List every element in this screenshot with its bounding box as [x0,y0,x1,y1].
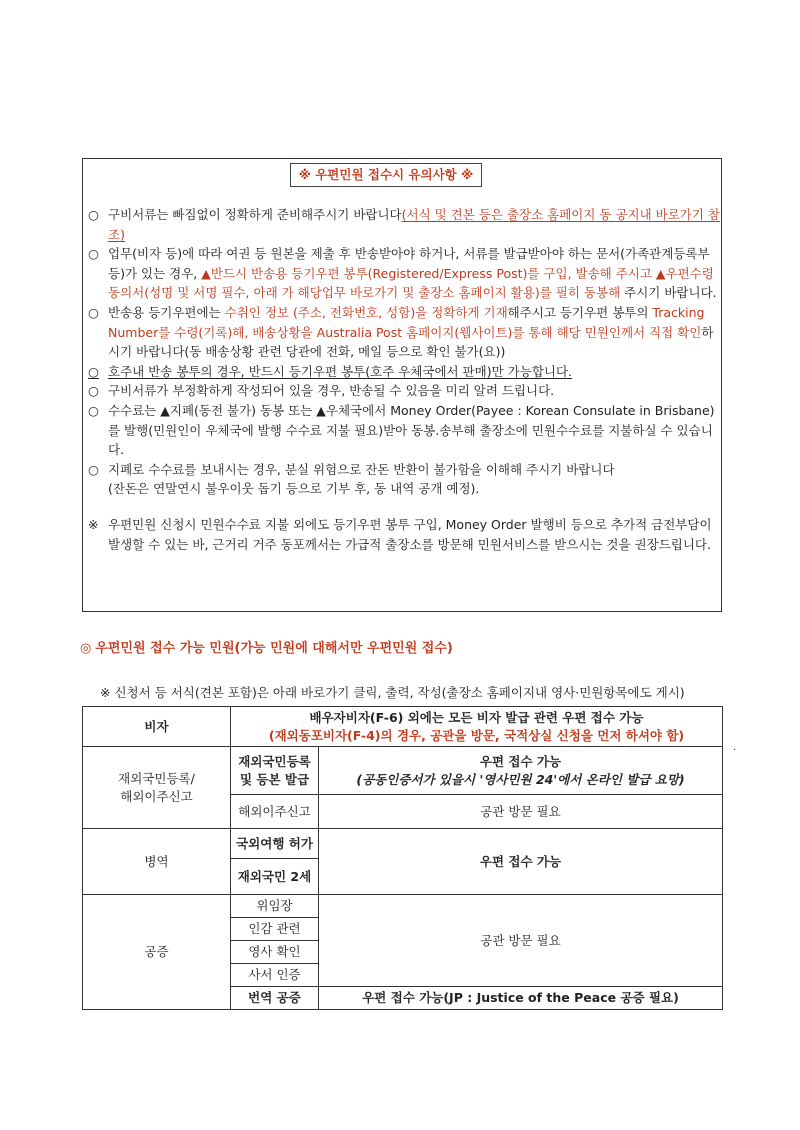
notice-item: ○ 구비서류가 부정확하게 작성되어 있을 경우, 반송될 수 있음을 미리 알려 드립니다. [88,381,720,401]
table-row [83,747,723,795]
military-status-cell: 우편 접수 가능 [319,829,723,895]
services-table [82,706,723,1010]
notary-sub-cell: 위임장 [231,895,319,918]
notice-body [88,205,720,554]
registration-status-cell: 우편 접수 가능 (공동인증서가 있을시 '영사민원 24'에서 온라인 발급 요망) [319,747,723,795]
notice-footnote: ※ 우편민원 신청시 민원수수료 지불 외에도 등기우편 봉투 구입, Money Order 발행비 등으로 추가적 금전부담이 발생할 수 있는 바, 근거리 거주 동포께서는 가급적 출장소를 방문해 민원서비스를 받으시는 것을 권장드립니다. [88,516,712,552]
notary-sub-cell: 영사 확인 [231,941,319,964]
circle-bullet-icon: ○ [88,207,99,222]
section-title: ◎ 우편민원 접수 가능 민원(가능 민원에 대해서만 우편민원 접수) [80,641,453,656]
form-note: ※ 신청서 등 서식(견본 포함)은 아래 바로가기 클릭, 출력, 작성(출장소 홈페이지내 영사·민원항목에도 게시) [100,685,685,700]
notary-category-cell: 공증 [83,895,231,1010]
circle-bullet-icon: ○ [88,363,99,379]
registration-sub-cell: 재외국민등록 및 등본 발급 [231,747,319,795]
military-sub-cell: 국외여행 허가 [231,829,319,859]
notice-item: ○ 반송용 등기우편에는 수취인 정보 (주소, 전화번호, 성함)을 정확하게 기재해주시고 등기우편 봉투의 Tracking Number를 수령(기록)해, 배송상황을 Australia Post 홈페이지(웹사이트)를 통해 해당 민원인께서 직접 확인하시기 바랍니다(동 배송상황 관련 당관에 전화, 메일 등으로 확인 불가(요)) [88,304,714,360]
notice-item: ○ 지폐로 수수료를 보내시는 경우, 분실 위험으로 잔돈 반환이 불가함을 이해해 주시기 바랍니다 (잔돈은 연말연시 불우이웃 돕기 등으로 기부 후, 동 내역 공개 예정). [88,461,615,497]
notice-title: ※ 우편민원 접수시 유의사항 ※ [290,163,482,187]
notary-sub-cell: 인감 관련 [231,918,319,941]
notary-sub-cell: 번역 공증 [231,987,319,1010]
circle-bullet-icon: ○ [88,383,99,399]
double-circle-icon: ◎ [80,641,92,656]
reference-mark-icon: ※ [88,516,99,532]
circle-bullet-icon: ○ [88,402,99,418]
table-row [83,829,723,859]
translation-status-cell: 우편 접수 가능(JP : Justice of the Peace 공증 필요) [319,987,723,1010]
military-sub-cell: 재외국민 2세 [231,859,319,895]
margin-dot: . [733,742,737,753]
circle-bullet-icon: ○ [88,246,99,262]
notary-sub-cell: 사서 인증 [231,964,319,987]
notice-item: ○ 업무(비자 등)에 따라 여권 등 원본을 제출 후 반송받아야 하거나, 서류를 발급받아야 하는 문서(가족관계등록부 등)가 있는 경우, ▲반드시 반송용 등기우편 봉투(Registered/Express Post)를 구입, 발송해 주시고 ▲우편수령동의서(성명 및 서명 필수, 아래 가 해당업무 바로가기 및 출장소 홈페이지 활용)를 필히 동봉해 주시기 바랍니다. [88,246,717,301]
table-row [83,707,723,747]
military-category-cell: 병역 [83,829,231,895]
notice-item: ○ 호주내 반송 봉투의 경우, 반드시 등기우편 봉투(호주 우체국에서 판매)만 가능합니다. [88,362,720,382]
emigration-sub-cell: 해외이주신고 [231,795,319,829]
circle-bullet-icon: ○ [88,304,99,320]
registration-category-cell: 재외국민등록/ 해외이주신고 [83,747,231,829]
emigration-status-cell: 공관 방문 필요 [319,795,723,829]
table-row [83,895,723,918]
notice-item: ○ 수수료는 ▲지폐(동전 불가) 동봉 또는 ▲우체국에서 Money Order(Payee : Korean Consulate in Brisbane)를 발행(민원인이 우체국에 발행 수수료 지불 필요)받아 동봉.송부해 출장소에 민원수수료를 지불하실 수 있습니다. [88,402,715,458]
visa-info-cell: 배우자비자(F-6) 외에는 모든 비자 발급 관련 우편 접수 가능 (재외동포비자(F-4)의 경우, 공관을 방문, 국적상실 신청을 먼저 하셔야 함) [231,707,723,747]
visa-category-cell: 비자 [83,707,231,747]
notary-status-cell: 공관 방문 필요 [319,895,723,987]
notice-item: ○ 구비서류는 빠짐없이 정확하게 준비해주시기 바랍니다(서식 및 견본 등은 출장소 홈페이지 동 공지내 바로가기 참조) [88,207,720,242]
circle-bullet-icon: ○ [88,461,99,477]
